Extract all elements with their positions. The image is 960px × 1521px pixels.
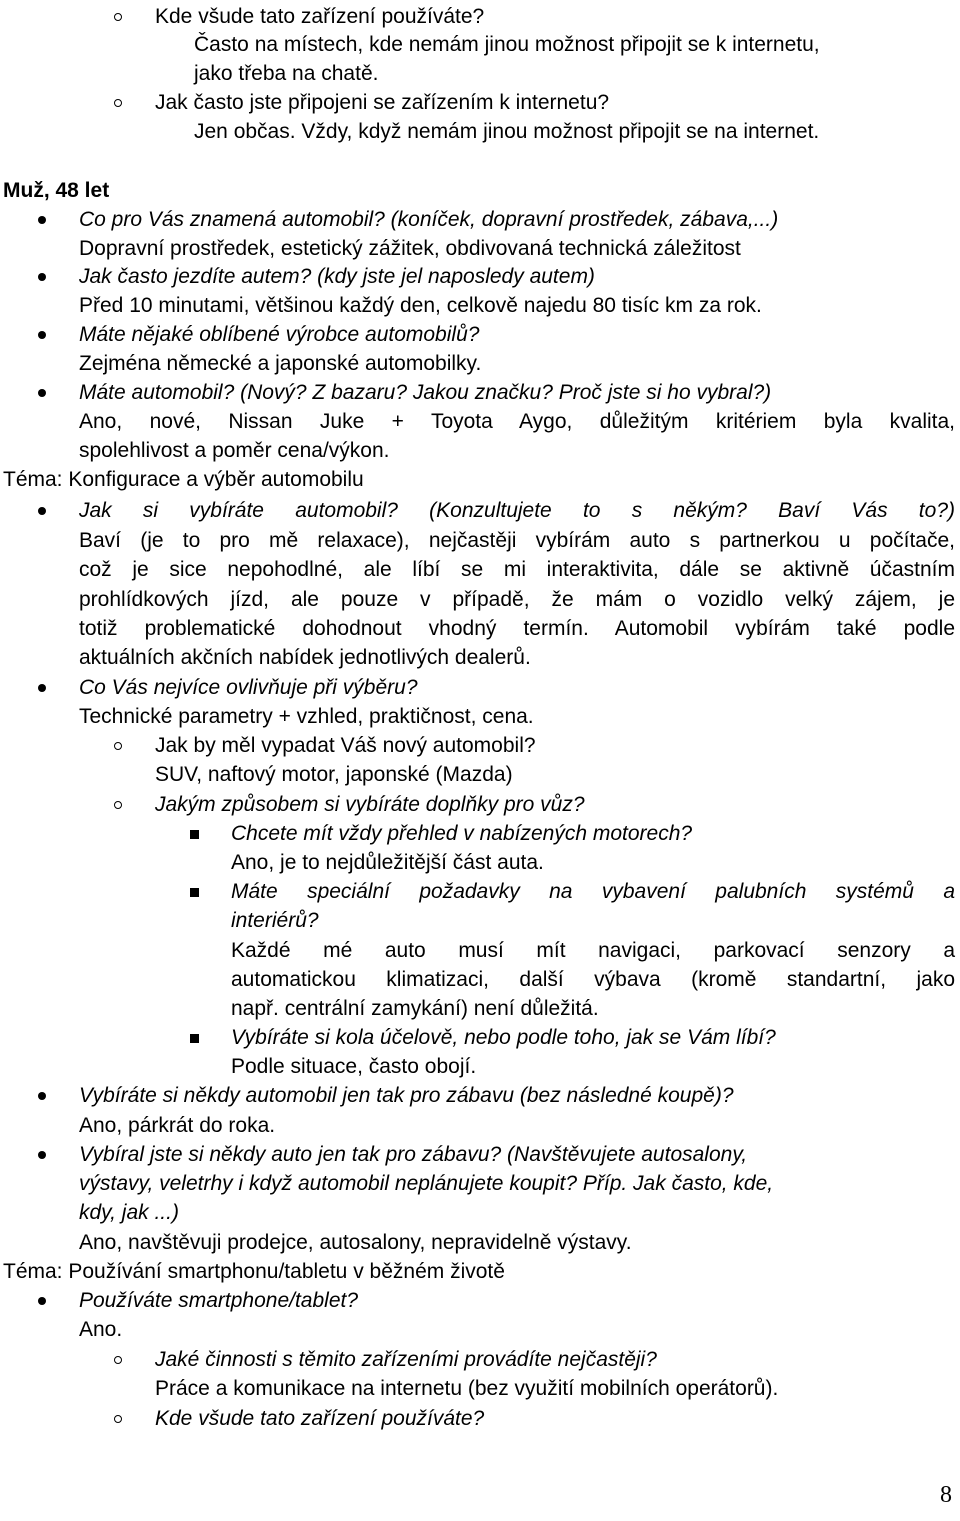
- answer-text: např. centrální zamykání) není důležitá.: [231, 997, 599, 1020]
- answer-text: Často na místech, kde nemám jinou možnost připojit se k internetu,: [194, 33, 820, 56]
- answer-text: Každé mé auto musí mít navigaci, parkovací senzory a: [231, 939, 955, 962]
- circle-bullet-icon: [108, 1404, 128, 1433]
- circle-bullet-icon: [108, 2, 128, 31]
- bullet-icon: [32, 262, 52, 291]
- bullet-icon: [32, 1140, 52, 1169]
- square-bullet-icon: [184, 819, 204, 848]
- answer-text: Ano, navštěvuji prodejce, autosalony, nepravidelně výstavy.: [79, 1231, 632, 1254]
- question-text: Máte nějaké oblíbené výrobce automobilů?: [79, 323, 480, 346]
- answer-text: spolehlivost a poměr cena/výkon.: [79, 439, 390, 462]
- answer-text: totiž problematické dohodnout vhodný termín. Automobil vybírám také podle: [79, 617, 955, 640]
- question-text: Jaké činnosti s těmito zařízeními provádíte nejčastěji?: [155, 1348, 657, 1371]
- answer-text: Dopravní prostředek, estetický zážitek, obdivovaná technická záležitost: [79, 237, 741, 260]
- circle-bullet-icon: [108, 1345, 128, 1374]
- question-text: Vybíral jste si někdy auto jen tak pro zábavu? (Navštěvujete autosalony,: [79, 1143, 748, 1166]
- answer-text: Zejména německé a japonské automobilky.: [79, 352, 482, 375]
- question-text: Vybíráte si někdy automobil jen tak pro zábavu (bez následné koupě)?: [79, 1084, 734, 1107]
- answer-text: Práce a komunikace na internetu (bez využití mobilních operátorů).: [155, 1377, 779, 1400]
- answer-text: Podle situace, často obojí.: [231, 1055, 477, 1078]
- bullet-icon: [32, 205, 52, 234]
- question-text: Jak by měl vypadat Váš nový automobil?: [155, 734, 536, 757]
- circle-bullet-icon: [108, 731, 128, 760]
- question-text: Jak často jste připojeni se zařízením k internetu?: [155, 91, 610, 114]
- question-text: Co Vás nejvíce ovlivňuje při výběru?: [79, 676, 418, 699]
- respondent-heading: Muž, 48 let: [3, 179, 110, 202]
- bullet-icon: [32, 496, 52, 525]
- bullet-icon: [32, 320, 52, 349]
- bullet-icon: [32, 673, 52, 702]
- answer-text: Před 10 minutami, většinou každý den, celkově najedu 80 tisíc km za rok.: [79, 294, 762, 317]
- question-text: kdy, jak ...): [79, 1201, 179, 1224]
- question-text: Používáte smartphone/tablet?: [79, 1289, 359, 1312]
- answer-text: automatickou klimatizaci, další výbava (kromě standartní, jako: [231, 968, 955, 991]
- square-bullet-icon: [184, 1023, 204, 1052]
- bullet-icon: [32, 378, 52, 407]
- question-text: Kde všude tato zařízení používáte?: [155, 5, 485, 28]
- answer-text: Ano, párkrát do roka.: [79, 1114, 276, 1137]
- circle-bullet-icon: [108, 790, 128, 819]
- answer-text: Ano, je to nejdůležitější část auta.: [231, 851, 544, 874]
- question-text: Máte automobil? (Nový? Z bazaru? Jakou značku? Proč jste si ho vybral?): [79, 381, 772, 404]
- question-text: Co pro Vás znamená automobil? (koníček, dopravní prostředek, zábava,...): [79, 208, 779, 231]
- answer-text: aktuálních akčních nabídek jednotlivých dealerů.: [79, 646, 531, 669]
- question-text: Vybíráte si kola účelově, nebo podle toho, jak se Vám líbí?: [231, 1026, 776, 1049]
- answer-text: Ano, nové, Nissan Juke + Toyota Aygo, důležitým kritériem byla kvalita,: [79, 410, 955, 433]
- bullet-icon: [32, 1286, 52, 1315]
- circle-bullet-icon: [108, 88, 128, 117]
- topic-heading: Téma: Používání smartphonu/tabletu v běžném životě: [3, 1260, 505, 1283]
- question-text: interiérů?: [231, 909, 319, 932]
- question-text: výstavy, veletrhy i když automobil neplánujete koupit? Příp. Jak často, kde,: [79, 1172, 774, 1195]
- topic-heading: Téma: Konfigurace a výběr automobilu: [3, 468, 364, 491]
- answer-text: Baví (je to pro mě relaxace), nejčastěji vybírám auto s partnerkou u počítače,: [79, 529, 955, 552]
- answer-text: prohlídkových jízd, ale pouze v případě, že mám o vozidlo velký zájem, je: [79, 588, 955, 611]
- answer-text: SUV, naftový motor, japonské (Mazda): [155, 763, 513, 786]
- question-text: Máte speciální požadavky na vybavení palubních systémů a: [231, 880, 955, 903]
- question-text: Jak často jezdíte autem? (kdy jste jel naposledy autem): [79, 265, 595, 288]
- question-text: Jak si vybíráte automobil? (Konzultujete to s někým? Baví Vás to?): [79, 499, 955, 522]
- answer-text: jako třeba na chatě.: [194, 62, 379, 85]
- page-number: 8: [940, 1482, 952, 1508]
- bullet-icon: [32, 1081, 52, 1110]
- square-bullet-icon: [184, 877, 204, 906]
- answer-text: Technické parametry + vzhled, praktičnost, cena.: [79, 705, 534, 728]
- question-text: Chcete mít vždy přehled v nabízených motorech?: [231, 822, 693, 845]
- answer-text: Jen občas. Vždy, když nemám jinou možnost připojit se na internet.: [194, 120, 820, 143]
- question-text: Jakým způsobem si vybíráte doplňky pro vůz?: [155, 793, 585, 816]
- answer-text: Ano.: [79, 1318, 123, 1341]
- answer-text: což je sice nepohodlné, ale líbí se mi interaktivita, dále se aktivně účastním: [79, 558, 955, 581]
- question-text: Kde všude tato zařízení používáte?: [155, 1407, 485, 1430]
